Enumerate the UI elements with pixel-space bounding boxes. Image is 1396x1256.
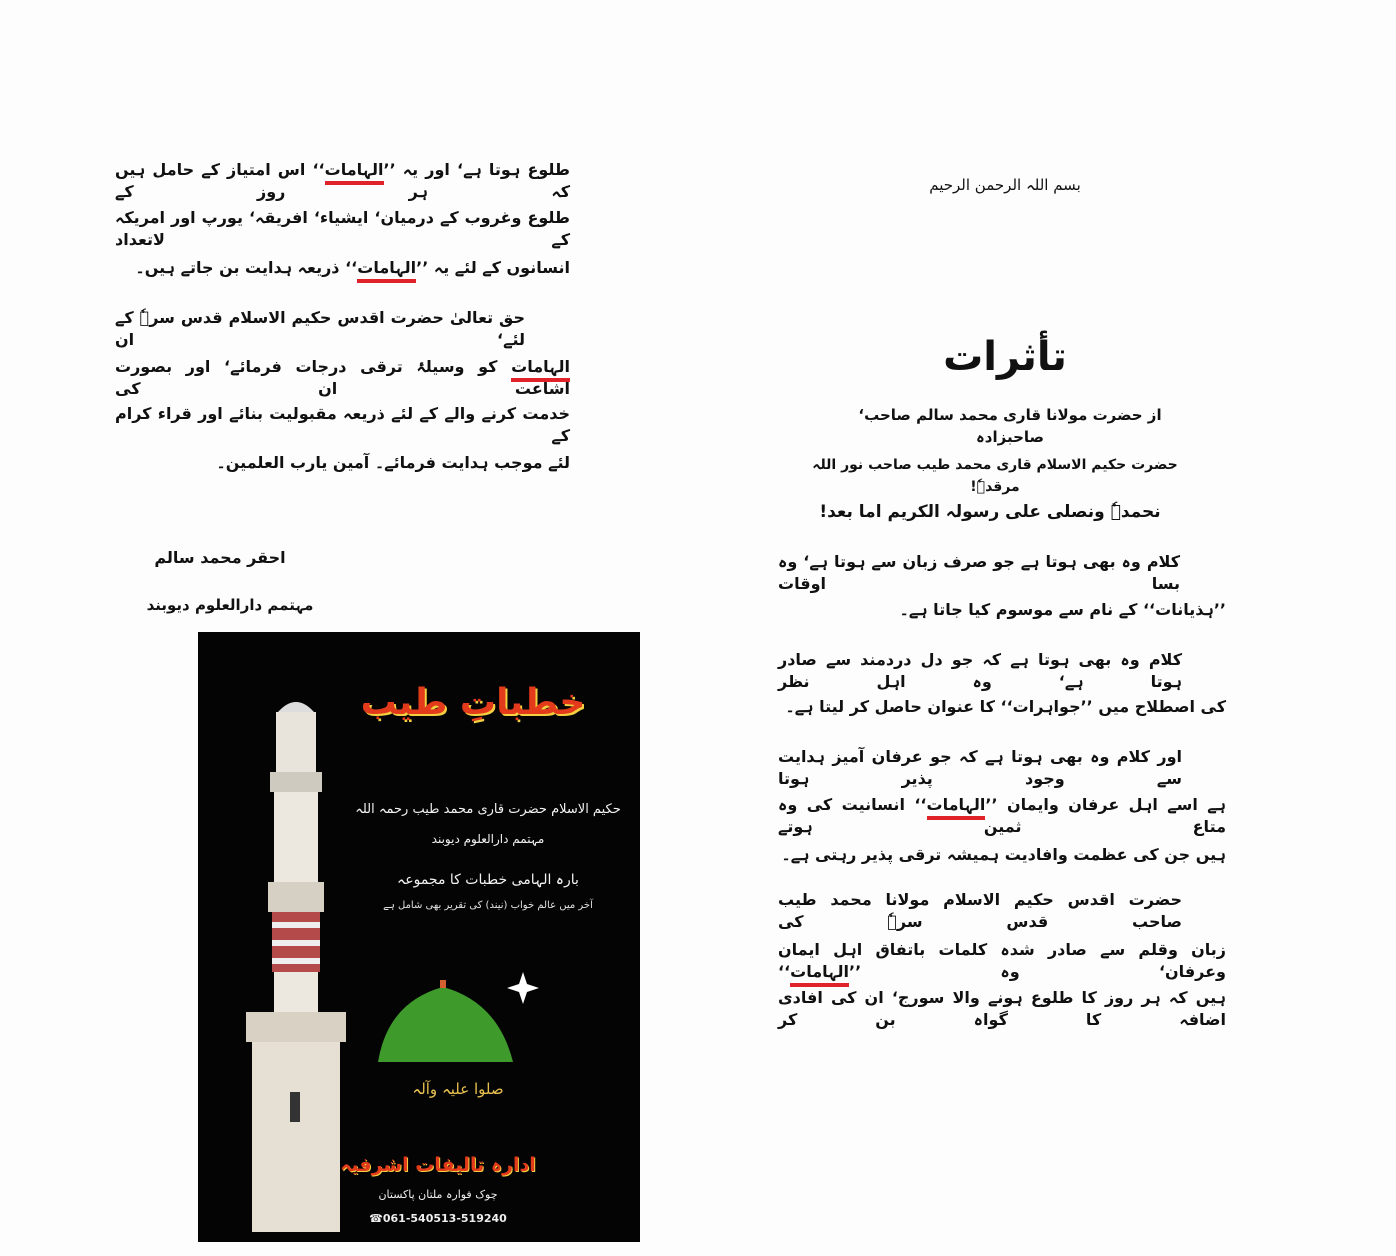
- byline-1: از حضرت مولانا قاری محمد سالم صاحب‘ صاحبزادہ: [858, 406, 1162, 446]
- cover-title: خطباتِ طیب: [360, 682, 586, 723]
- green-dome-illustration: [368, 952, 548, 1072]
- text: ‘‘ اس امتیاز کے حامل ہیں کہ ہر روز کے: [115, 160, 570, 201]
- text: حضرت اقدس حکیم الاسلام مولانا محمد طیب صاحب قدس سرہٗ کی: [778, 890, 1182, 931]
- highlighted-word: الہامات: [790, 962, 849, 987]
- text-line: [115, 257, 570, 279]
- text: کلام وہ بھی ہوتا ہے کہ جو دل دردمند سے صادر ہوتا ہے‘ وہ اہل نظر: [778, 650, 1182, 691]
- text-line: [115, 159, 570, 203]
- text-line: [778, 649, 1182, 693]
- text: ‘‘ انسانیت کی وہ متاع ثمین ہوتے: [778, 795, 1226, 836]
- highlighted-word: الہامات: [357, 258, 416, 283]
- text: طلوع وغروب کے درمیان‘ ایشیاء‘ افریقہ‘ یورپ اور امریکہ کے لاتعداد: [115, 208, 570, 249]
- text: ’’ہذیانات‘‘ کے نام سے موسوم کیا جاتا ہے۔: [899, 600, 1226, 619]
- text-line: [115, 307, 525, 351]
- signature-name: احقر محمد سالم: [154, 548, 286, 567]
- text: ہیں کہ ہر روز کا طلوع ہونے والا سورج‘ ان کی افادی اضافہ کا گواہ بن کر: [778, 988, 1226, 1029]
- byline-2: حضرت حکیم الاسلام قاری محمد طیب صاحب نور اللہ مرقدہٗ!: [812, 457, 1178, 495]
- text-line: [778, 696, 1226, 718]
- text-line: [778, 987, 1226, 1031]
- highlighted-word: الہامات: [325, 160, 384, 185]
- text-line: [778, 599, 1226, 621]
- highlighted-word: الہامات: [511, 357, 570, 382]
- cover-author: حکیم الاسلام حضرت قاری محمد طیب رحمہ اللہ: [355, 802, 621, 817]
- book-cover-image: [198, 632, 640, 1242]
- cover-address: چوک فوارہ ملتان پاکستان: [378, 1188, 498, 1201]
- text: کی اصطلاح میں ’’جواہرات‘‘ کا عنوان حاصل کر لیتا ہے۔: [785, 697, 1226, 716]
- text: ہے اسے اہل عرفان وایمان ’’: [985, 795, 1227, 814]
- cover-author-role: مہتمم دارالعلوم دیوبند: [431, 832, 545, 846]
- text: ہیں جن کی عظمت وافادیت ہمیشہ ترقی پذیر رہتی ہے۔: [781, 845, 1226, 864]
- text-line: [115, 403, 570, 447]
- text-line: [778, 844, 1226, 866]
- text: کو وسیلۂ ترقی درجات فرمائے‘ اور بصورت اشاعت ان کی: [115, 357, 570, 398]
- opening-line: نحمدہٗ ونصلی علی رسولہ الکریم اما بعد!: [819, 502, 1161, 522]
- signature-title: مہتمم دارالعلوم دیوبند: [146, 596, 314, 614]
- text-line: [115, 356, 570, 400]
- text-line: [778, 794, 1226, 838]
- text-line: [778, 889, 1182, 933]
- text-line: [778, 746, 1182, 790]
- text-line: [778, 939, 1226, 983]
- text: ‘‘ ذریعہ ہدایت بن جاتے ہیں۔: [135, 258, 358, 277]
- text: اور کلام وہ بھی ہوتا ہے کہ جو عرفان آمیز ہدایت سے وجود پذیر ہوتا: [778, 747, 1182, 788]
- text: حق تعالیٰ حضرت اقدس حکیم الاسلام قدس سرہٗ کے لئے‘ ان: [115, 308, 525, 349]
- cover-description: بارہ الہامی خطبات کا مجموعہ: [397, 872, 579, 888]
- text-line: [115, 207, 570, 251]
- text: زبان وقلم سے صادر شدہ کلمات باتفاق اہل ایمان وعرفان‘ وہ ’’: [778, 940, 1226, 981]
- minaret-illustration: [246, 692, 346, 1232]
- highlighted-word: الہامات: [927, 795, 986, 820]
- cover-note: آخر میں عالم خواب (نیند) کی تقریر بھی شامل ہے: [383, 900, 593, 911]
- text: ‘‘: [778, 962, 791, 981]
- cover-dome-caption: صلوا علیہ وآلہ: [412, 1080, 504, 1098]
- text: کلام وہ بھی ہوتا ہے جو صرف زبان سے ہوتا ہے‘ وہ بسا اوقات: [778, 552, 1180, 593]
- bismillah: بسم اللہ الرحمن الرحیم: [929, 176, 1081, 194]
- text: طلوع ہوتا ہے‘ اور یہ ’’: [383, 160, 571, 179]
- cover-phone: ☎061-540513-519240: [369, 1212, 507, 1225]
- page-title: تأثرات: [943, 334, 1067, 380]
- text: خدمت کرنے والے کے لئے ذریعہ مقبولیت بنائے اور قراء کرام کے: [115, 404, 570, 445]
- text: لئے موجب ہدایت فرمائے۔ آمین یارب العلمین۔: [216, 453, 570, 472]
- text-line: [115, 452, 570, 474]
- text-line: [778, 551, 1180, 595]
- text: انسانوں کے لئے یہ ’’: [416, 258, 570, 277]
- cover-publisher: ادارہ تالیفات اشرفیہ: [340, 1154, 536, 1176]
